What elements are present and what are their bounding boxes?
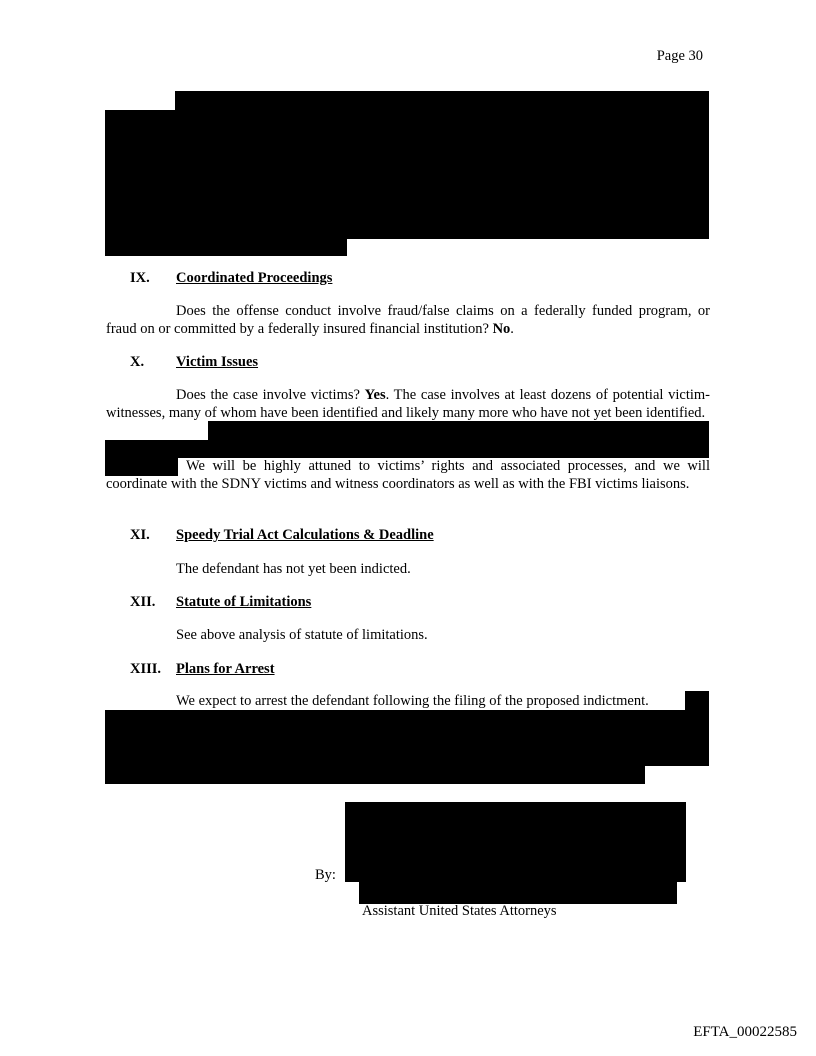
signature-title: Assistant United States Attorneys (362, 903, 557, 919)
answer: Yes (364, 387, 386, 403)
section-title: Victim Issues (176, 354, 259, 370)
section-number: XIII. (130, 661, 162, 677)
section-paragraph-ix: Does the offense conduct involve fraud/false claims on a federally funded program, or fraud on or committed by a federally insured financial institution? No. (106, 303, 710, 337)
section-number: XII. (130, 594, 156, 610)
section-title: Statute of Limitations (176, 594, 312, 610)
redaction-block (105, 110, 709, 238)
section-paragraph-x-continued: We will be highly attuned to victims’ rights and associated processes, and we will coordinate with the SDNY victims and witness coordinators as well as with the FBI victims liaisons. (106, 458, 710, 492)
section-number: XI. (130, 527, 150, 543)
redaction-block (105, 764, 645, 784)
section-paragraph-x: Does the case involve victims? Yes. The case involves at least dozens of potential victim-witnesses, many of whom have been identified and likely many more who have not yet been identified. (106, 387, 710, 421)
bates-number: EFTA_00022585 (693, 1024, 797, 1040)
signature-redaction (359, 880, 677, 904)
section-paragraph-xii: See above analysis of statute of limitations. (176, 627, 428, 643)
by-label: By: (315, 867, 336, 883)
redaction-block (685, 691, 709, 711)
redaction-block (105, 710, 709, 766)
section-title: Plans for Arrest (176, 661, 275, 677)
section-paragraph-xi: The defendant has not yet been indicted. (176, 561, 411, 577)
answer: No (492, 320, 511, 337)
section-title: Coordinated Proceedings (176, 270, 333, 286)
redaction-block (105, 440, 709, 458)
section-paragraph-xiii: We expect to arrest the defendant following the filing of the proposed indictment. (176, 693, 649, 709)
section-number: IX. (130, 270, 150, 286)
section-number: X. (130, 354, 145, 370)
section-title: Speedy Trial Act Calculations & Deadline (176, 527, 434, 543)
signature-redaction (345, 802, 686, 882)
page-number: Page 30 (656, 48, 703, 64)
